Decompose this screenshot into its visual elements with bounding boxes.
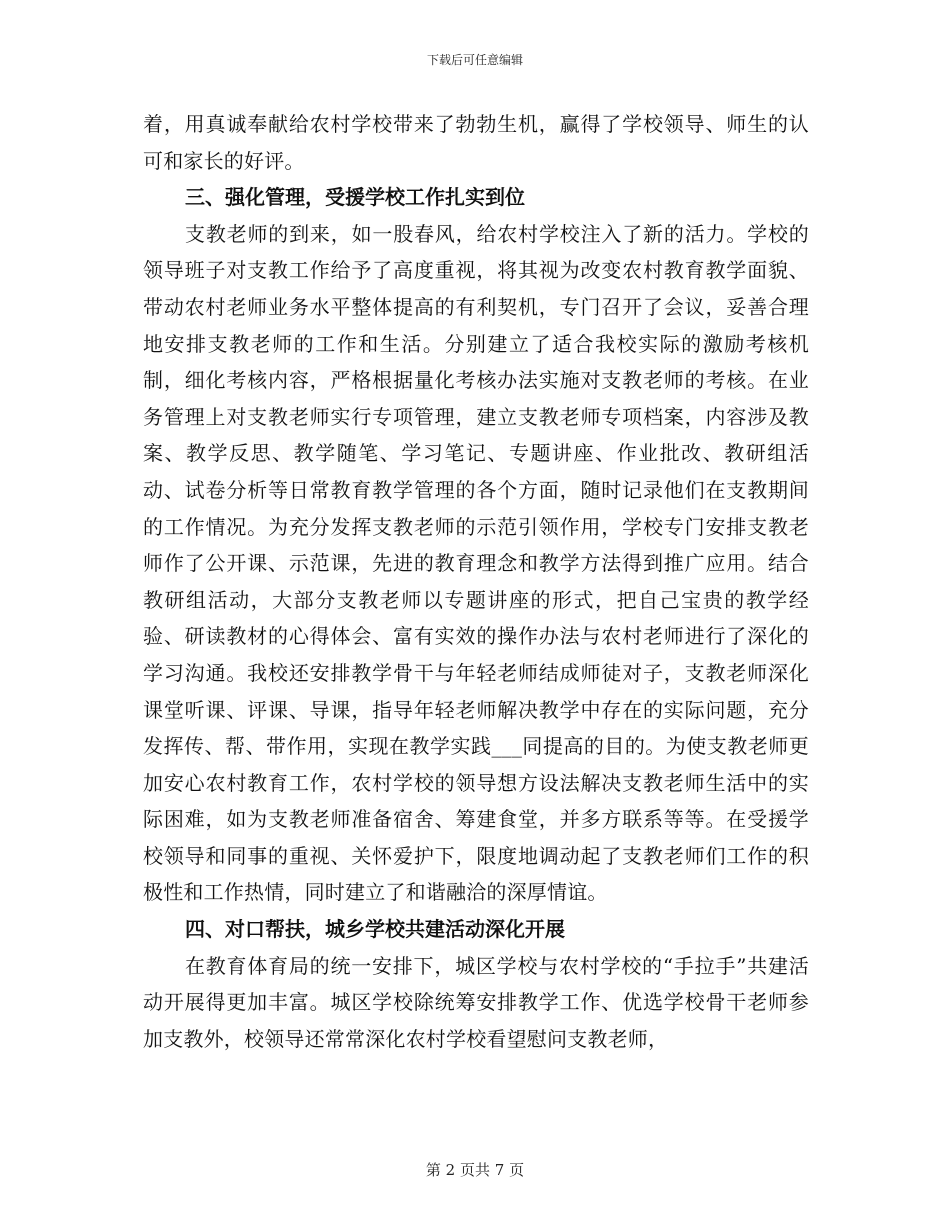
paragraph-continuation: 着，用真诚奉献给农村学校带来了勃勃生机，赢得了学校领导、师生的认可和家长的好评。 [143,112,809,173]
paragraph-management: 支教老师的到来，如一股春风，给农村学校注入了新的活力。学校的领导班子对支教工作给予了高度重视，将其视为改变农村教育教学面貌、带动农村老师业务水平整体提高的有利契机，专门召开了会议，妥善合理地安排支教老师的工作和生活。分别建立了适合我校实际的激励考核机制，细化考核内容，严格根据量化考核办法实施对支教老师的考核。在业务管理上对支教老师实行专项管理，建立支教老师专项档案，内容涉及教案、教学反思、教学随笔、学习笔记、专题讲座、作业批改、教研组活动、试卷分析等日常教育教学管理的各个方面，随时记录他们在支教期间的工作情况。为充分发挥支教老师的示范引领作用，学校专门安排支教老师作了公开课、示范课，先进的教育理念和教学方法得到推广应用。结合教研组活动，大部分支教老师以专题讲座的形式，把自己宝贵的教学经验、研读教材的心得体会、富有实效的操作办法与农村老师进行了深化的学习沟通。我校还安排教学骨干与年轻老师结成师徒对子，支教老师深化课堂听课、评课、导课，指导年轻老师解决教学中存在的实际问题，充分发挥传、帮、带作用，实现在教学实践___同提高的目的。为使支教老师更加安心农村教育工作，农村学校的领导想方设法解决支教老师生活中的实际困难，如为支教老师准备宿舍、筹建食堂，并多方联系等等。在受援学校领导和同事的重视、关怀爱护下，限度地调动起了支教老师们工作的积极性和工作热情，同时建立了和谐融洽的深厚情谊。 [143,221,809,905]
document-body [143,106,809,1057]
page-header: 下载后可任意编辑 [426,53,523,67]
paragraph-partnership: 在教育体育局的统一安排下，城区学校与农村学校的“手拉手”共建活动开展得更加丰富。城区学校除统筹安排教学工作、优选学校骨干老师参加支教外，校领导还常常深化农村学校看望慰问支教老师， [143,953,809,1051]
section-heading-4: 四、对口帮扶，城乡学校共建活动深化开展 [185,917,565,942]
section-heading-3: 三、强化管理，受援学校工作扎实到位 [185,185,525,210]
page-footer: 第 2 页共 7 页 [425,1161,525,1179]
